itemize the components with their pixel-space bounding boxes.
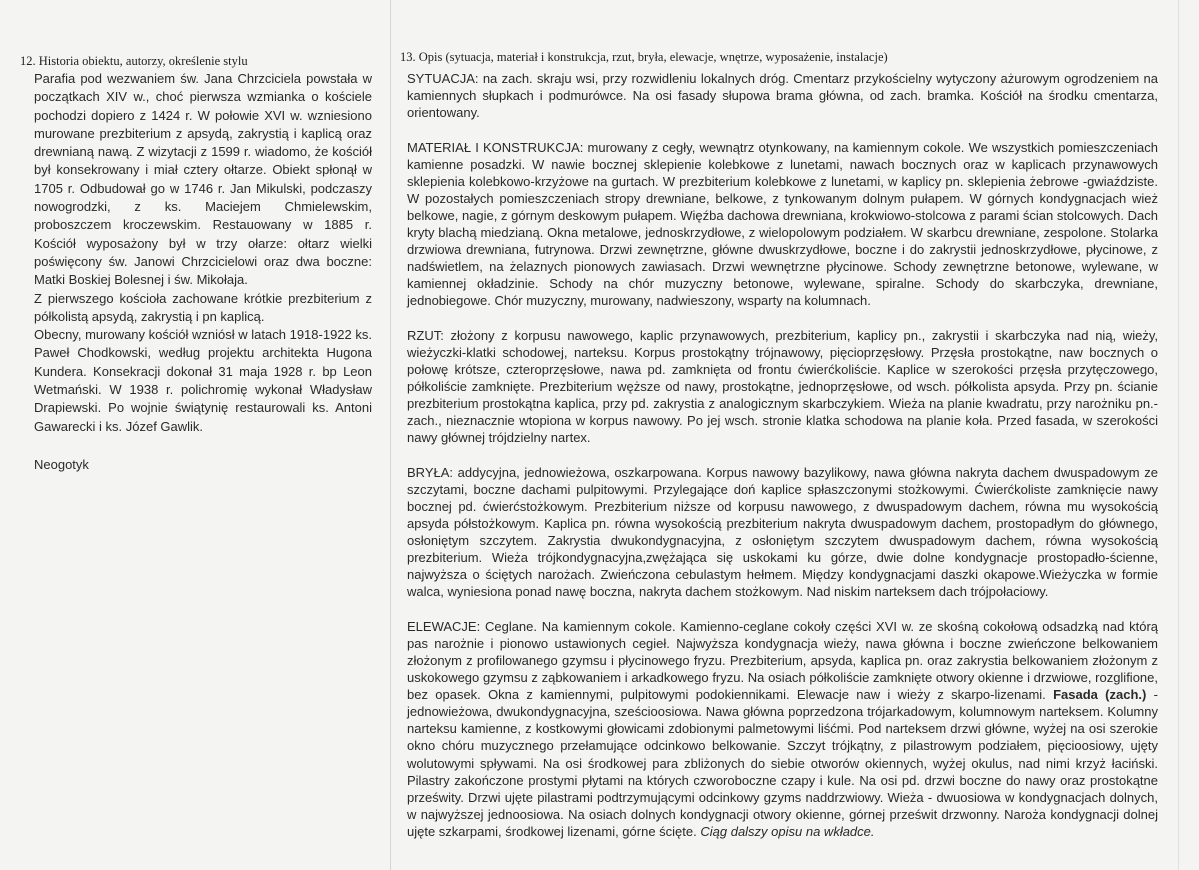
continuation-note: Ciąg dalszy opisu na wkładce. [700,823,875,839]
elewacje-text-b: - jednowieżowa, dwukondygnacyjna, sześcioosiowa. Nawa główna poprzedzona trójarkadowym, kolumnowym narteksem. Kolumny narteksu kamienne, z kostkowymi głowicami zdobionymi palmetowymi liśćmi. Pod narteksem drzwi główne, wyżej na osi szerokie okno chóru muzycznego przełamujące odcinkowo belkowanie. Szczyt trójkątny, z pilastrowym podziałem, pięcioosiowy, ujęty wolutowymi spływami. Na osi środkowej para zbliżonych do siebie otworów okiennych, wyżej okulus, nad nimi krzyż łaciński. Pilastry zakończone prostymi płytami na których czworoboczne czapy i kule. Na osi pd. drzwi boczne do nawy oraz prostokątne prześwity. Drzwi ujęte pilastrami podtrzymującymi odcinkowy gzyms naddrzwiowy. Wieża - dwuosiowa w kondygnacjach dolnych, w najwyższej jednoosiowa. Na osiach dolnych kondygnacji otwory okienne, górnej prześwit drzwonny. Naroża kondygnacji dolnej ujęte szkarpami, środkowej lizenami, górne ścięte. [407,687,1158,839]
fasada-heading: Fasada (zach.) [1053,687,1147,703]
history-column [0,0,390,870]
history-header: 12. Historia obiektu, autorzy, określenie stylu [20,54,248,68]
bryla-paragraph: BRYŁA: addycyjna, jednowieżowa, oszkarpowana. Korpus nawowy bazylikowy, nawa główna nakryta dachem dwuspadowym ze szczytami, boczne dachami pulpitowymi. Przylegające doń kaplice spłaszczonymi stożkowymi. Ćwierćkoliste zamknięcie nawy bocznej pd. ćwierćstożkowym. Prezbiterium niższe od korpusu nawowego, z dwuspadowym dachem, równa mu wysokością apsyda półstożkowym. Kaplica pn. równa wysokością prezbiterium nakryta dwuspadowym dachem, prostopadłym do głównego, osłoniętym szczytem. Zakrystia dwukondygnacyjna, z osłoniętym szczytem dwuspadowym dachem, równa wysokością prezbiterium. Wieża trójkondygnacyjna,zwężająca się uskokami ku górze, dwie dolne kondygnacje prostopadło-ścienne, najwyższa o ściętych narożach. Zwieńczona cebulastym hełmem. Między kondygnacjami daszki okapowe.Wieżyczka w formie walca, wyniesiona ponad nawę boczna, nakryta dachem stożkowym. Nad niskim narteksem dach trójpołaciowy. [407,464,1158,600]
history-paragraph-3: Obecny, murowany kościół wzniósł w latach 1918-1922 ks. Paweł Chodkowski, według projektu architekta Hugona Kundera. Konsekracji dokonał 31 maja 1928 r. bp Leon Wetmański. W 1938 r. polichromię wykonał Władysław Drapiewski. Po wojnie świątynię restaurowali ks. Antoni Gawarecki i ks. Józef Gawlik. [34,327,372,434]
elewacje-paragraph [407,618,1158,840]
history-paragraph-1: Parafia pod wezwaniem św. Jana Chrzciciela powstała w początkach XIV w., choć pierwsza wzmianka o kościele pochodzi dopiero z 1424 r. W połowie XVI w. wzniesiono murowane prezbiterium z apsydą, zakrystią i kaplicą oraz drewnianą nawą. Z wizytacji z 1599 r. wiadomo, że kościół był konsekrowany i miał cztery ołtarze. Obiekt spłonął w 1705 r. Odbudował go w 1746 r. Jan Mikulski, podczaszy nowogrodzki, z ks. Maciejem Chmielewskim, proboszczem kroczewskim. Restauowany w 1885 r. Kościół wyposażony był w trzy ołarze: ołtarz wielki poświęcony św. Janowi Chrzcicielowi oraz dwa boczne: Matki Boskiej Bolesnej i św. Mikołaja. [34,71,372,288]
rzut-paragraph: RZUT: złożony z korpusu nawowego, kaplic przynawowych, prezbiterium, kaplicy pn., zakrystii i skarbczyka nad nią, wieży, wieżyczki-klatki schodowej, narteksu. Korpus prostokątny trójnawowy, pięcioprzęsłowy. Przęsła prostokątne, naw bocznych o połowę krótsze, czteroprzęsłowe, nawa pd. zamknięta od frontu ćwierćkoliście. Kaplice w szerokości przęsła przytęczowego, półkoliście zamknięte. Prezbiterium węższe od nawy, prostokątne, jednoprzęsłowe, od wsch. półkolista apsyda. Przy pn. ścianie prezbiterium prostokątna kaplica, przy pd. zakrystia z analogicznym skarbczykiem. Wieża na planie kwadratu, przy narożniku pn.-zach., nieznacznie wtopiona w korpus nawowy. Po jej wsch. stronie klatka schodowa na planie koła. Przed fasada, w szerokości nawy głównej trójdzielny nartex. [407,327,1158,446]
sytuacja-paragraph: SYTUACJA: na zach. skraju wsi, przy rozwidleniu lokalnych dróg. Cmentarz przykościelny wytyczony ażurowym ogrodzeniem na kamiennych słupkach i podmurówce. Na osi fasady słupowa brama główna, od zach. bramka. Kościół na środku cmentarza, orientowany. [407,71,1158,121]
style-label: Neogotyk [34,456,89,472]
history-paragraph-2: Z pierwszego kościoła zachowane krótkie prezbiterium z półkolistą apsydą, zakrystią i pn kaplicą. [34,290,372,324]
material-paragraph: MATERIAŁ I KONSTRUKCJA: murowany z cegły, wewnątrz otynkowany, na kamiennym cokole. We wszystkich pomieszczeniach kamienne posadzki. W nawie bocznej sklepienie kolebkowe z lunetami, nawach bocznych oraz w kaplicach przynawowych sklepienia kolebkowo-krzyżowe na gurtach. W prezbiterium kolebkowe z lunetami, w kaplicy pn. sklepienia żebrowe -gwiaździste. W pozostałych pomieszczeniach stropy drewniane, belkowe, z tynkowanym dolnym pułapem. W górnych kondygnacjach wież belkowe, nagie, z górnym deskowym pułapem. Więźba dachowa drewniana, krokwiowo-stolcowa z parami ścian stolcowych. Dach kryty blachą miedzianą. Okna metalowe, jednoskrzydłowe, z wielopolowym podziałem. W skarbcu drewniane, zespolone. Stolarka drzwiowa drewniana, futrynowa. Drzwi zewnętrzne, główne dwuskrzydłowe, boczne i do zakrystii jednoskrzydłowe, płycinowe, z nadświetlem, na żelaznych pionowych zawiasach. Drzwi wewnętrzne płycinowe. Schody zewnętrzne betonowe, wylewane, w kamiennej okładzinie. Schody na chór muzyczny betonowe, wylewane, spiralne. Schody do skarbczyka, drewniane, jednobiegowe. Chór muzyczny, murowany, nadwieszony, wsparty na kolumnach. [407,139,1158,309]
history-text [34,70,372,474]
description-column [390,0,1199,870]
description-text [407,70,1158,840]
elewacje-text-a: ELEWACJE: Ceglane. Na kamiennym cokole. Kamienno-ceglane cokoły części XVI w. ze skośną cokołową odsadzką nad którą pas narożnie i pionowo ustawionych cegieł. Najwyższa kondygnacja wieży, nawa główna i boczne zwieńczone belkowaniem złożonym z profilowanego gzymsu i płycinowego fryzu. Prezbiterium, apsyda, kaplica pn. oraz zakrystia belkowaniem złożonym z uskokowego gzymsu z ząbkowaniem i arkadkowego fryzu. Na osiach półkoliście zamknięte otwory okienne i drzwiowe, rozglifione, bez opasek. Okna z kamiennymi, pulpitowymi podokiennikami. Elewacje naw i wieży z skarpo-lizenami. [407,618,1158,703]
description-header: 13. Opis (sytuacja, materiał i konstrukcja, rzut, bryła, elewacje, wnętrze, wyposażenie, instalacje) [400,50,888,64]
